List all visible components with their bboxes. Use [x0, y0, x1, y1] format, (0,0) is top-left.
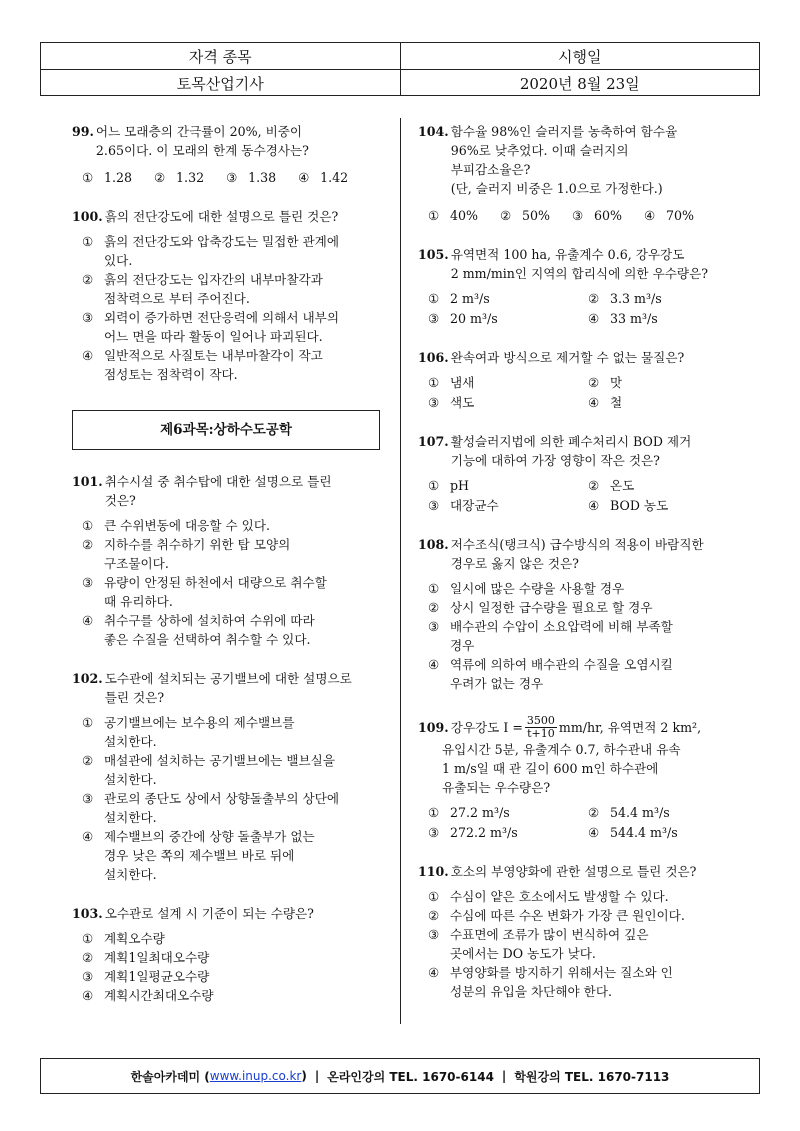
question-text: 활성슬러지법에 의한 폐수처리시 BOD 제거 기능에 대하여 가장 영향이 작은 것은? — [450, 434, 692, 468]
question-number: 99. — [72, 124, 94, 139]
option-2: ② 상시 일정한 급수량을 필요로 할 경우 — [428, 600, 653, 615]
option-1: ① 2 m³/s — [428, 291, 490, 306]
question-number: 108. — [418, 537, 449, 552]
question-108 — [418, 535, 748, 693]
option-4: ④ 제수밸브의 중간에 상향 돌출부가 없는 경우 낮은 쪽의 제수밸브 바로 뒤에 설치한다. — [82, 829, 315, 882]
question-number: 110. — [418, 864, 449, 879]
question-102 — [72, 669, 402, 884]
option-3: ③ 대장균수 — [428, 498, 499, 513]
option-1: ① pH — [428, 478, 470, 493]
option-4: ④ 부영양화를 방지하기 위해서는 질소와 인 성분의 유입을 차단해야 한다. — [428, 965, 673, 999]
rainfall-formula-fraction — [525, 715, 557, 740]
option-4: ④ 철 — [588, 395, 623, 410]
option-2: ② 맛 — [588, 375, 623, 390]
option-2: ② 흙의 전단강도는 입자간의 내부마찰각과 점착력으로 부터 주어진다. — [82, 272, 323, 306]
academy-paren: ) — [301, 1069, 307, 1083]
option-4: ④ 544.4 m³/s — [588, 825, 678, 840]
option-1: ① 냄새 — [428, 375, 475, 390]
option-1: ① 일시에 많은 수량을 사용할 경우 — [428, 581, 625, 596]
academy-website-link[interactable]: www.inup.co.kr — [209, 1069, 302, 1083]
question-text: 도수관에 설치되는 공기밸브에 대한 설명으로 틀린 것은? — [104, 671, 352, 705]
option-1: ① 1.28 — [82, 170, 133, 185]
question-number: 100. — [72, 209, 103, 224]
footer-separator: | — [501, 1069, 507, 1083]
option-3: ③ 1.38 — [226, 170, 277, 185]
option-1: ① 계획오수량 — [82, 931, 165, 946]
question-text-lead: 강우강도 I = — [450, 720, 523, 735]
question-105 — [418, 245, 748, 328]
right-column — [418, 122, 748, 1015]
question-number: 103. — [72, 906, 103, 921]
exam-header-table — [40, 42, 760, 96]
option-2: ② 계획1일최대오수량 — [82, 950, 210, 965]
option-1: ① 공기밸브에는 보수용의 제수밸브를 설치한다. — [82, 715, 295, 749]
option-3: ③ 외력이 증가하면 전단응력에 의해서 내부의 어느 면을 따라 활동이 일어나 파괴된다. — [82, 310, 339, 344]
option-3: ③ 계획1일평균오수량 — [82, 969, 210, 984]
exam-date-label: 시행일 — [400, 43, 760, 69]
option-3: ③ 272.2 m³/s — [428, 825, 518, 840]
question-text: 취수시설 중 취수탑에 대한 설명으로 틀린 것은? — [104, 474, 332, 508]
question-text: 오수관로 설계 시 기준이 되는 수량은? — [104, 906, 314, 921]
option-1: ① 40% — [428, 208, 478, 223]
option-2: ② 온도 — [588, 478, 635, 493]
option-1: ① 27.2 m³/s — [428, 805, 510, 820]
option-2: ② 수심에 따른 수온 변화가 가장 큰 원인이다. — [428, 908, 685, 923]
option-2: ② 3.3 m³/s — [588, 291, 662, 306]
option-3: ③ 색도 — [428, 395, 475, 410]
option-3: ③ 유량이 안정된 하천에서 대량으로 취수할 때 유리하다. — [82, 575, 327, 609]
question-110 — [418, 862, 748, 1001]
option-4: ④ 일반적으로 사질토는 내부마찰각이 작고 점성토는 점착력이 작다. — [82, 348, 323, 382]
question-number: 106. — [418, 350, 449, 365]
question-number: 102. — [72, 671, 103, 686]
option-2: ② 매설관에 설치하는 공기밸브에는 밸브실을 설치한다. — [82, 753, 335, 787]
question-number: 101. — [72, 474, 103, 489]
fraction-numerator: 3500 — [526, 714, 555, 727]
subject-title-box: 제6과목:상하수도공학 — [72, 410, 380, 450]
exam-category-value: 토목산업기사 — [176, 74, 264, 93]
exam-category-label: 자격 종목 — [188, 47, 252, 66]
question-number: 104. — [418, 124, 449, 139]
question-109 — [418, 715, 748, 842]
option-2: ② 지하수를 취수하기 위한 탑 모양의 구조물이다. — [82, 537, 291, 571]
option-2: ② 50% — [500, 208, 550, 223]
question-text: 흙의 전단강도에 대한 설명으로 틀린 것은? — [104, 209, 339, 224]
question-number: 105. — [418, 247, 449, 262]
option-2: ② 1.32 — [154, 170, 205, 185]
question-106 — [418, 348, 748, 412]
question-number: 109. — [418, 720, 449, 735]
question-text-tail: mm/hr, 유역면적 2 km², — [558, 720, 702, 735]
option-3: ③ 관로의 종단도 상에서 상향돌출부의 상단에 설치한다. — [82, 791, 339, 825]
question-107 — [418, 432, 748, 515]
option-2: ② 54.4 m³/s — [588, 805, 670, 820]
academy-name: 한솔아카데미 ( — [130, 1069, 210, 1084]
online-phone: 온라인강의 TEL. 1670-6144 — [327, 1069, 494, 1084]
footer-separator: | — [314, 1069, 320, 1083]
question-104 — [418, 122, 748, 225]
offline-phone: 학원강의 TEL. 1670-7113 — [514, 1069, 670, 1084]
option-4: ④ 취수구를 상하에 설치하여 수위에 따라 좋은 수질을 선택하여 취수할 수 있다. — [82, 613, 315, 647]
option-1: ① 흙의 전단강도와 압축강도는 밀접한 관계에 있다. — [82, 234, 339, 268]
option-3: ③ 배수관의 수압이 소요압력에 비해 부족할 경우 — [428, 619, 673, 653]
page-footer — [40, 1058, 760, 1094]
question-text: 완속여과 방식으로 제거할 수 없는 물질은? — [450, 350, 685, 365]
option-3: ③ 60% — [572, 208, 622, 223]
option-3: ③ 수표면에 조류가 많이 번식하여 깊은 곳에서는 DO 농도가 낮다. — [428, 927, 649, 961]
left-column — [72, 122, 402, 1019]
option-4: ④ 1.42 — [298, 170, 349, 185]
question-100 — [72, 207, 402, 384]
question-text: 저수조식(탱크식) 급수방식의 적용이 바람직한 경우로 옳지 않은 것은? — [450, 537, 704, 571]
option-4: ④ 70% — [644, 208, 694, 223]
question-99 — [72, 122, 402, 187]
option-4: ④ 역류에 의하여 배수관의 수질을 오염시킬 우려가 없는 경우 — [428, 657, 673, 691]
question-101 — [72, 472, 402, 649]
option-3: ③ 20 m³/s — [428, 311, 498, 326]
option-4: ④ BOD 농도 — [588, 498, 669, 513]
option-1: ① 수심이 얕은 호소에서도 발생할 수 있다. — [428, 889, 669, 904]
exam-date-value: 2020년 8월 23일 — [400, 70, 760, 96]
question-103 — [72, 904, 402, 1005]
question-number: 107. — [418, 434, 449, 449]
question-text: 함수율 98%인 슬러지를 농축하여 함수율 96%로 낮추었다. 이때 슬러지의 부피감소율은? (단, 슬러지 비중은 1.0으로 가정한다.) — [450, 124, 678, 196]
option-1: ① 큰 수위변동에 대응할 수 있다. — [82, 518, 271, 533]
option-4: ④ 33 m³/s — [588, 311, 658, 326]
question-text: 어느 모래층의 간극률이 20%, 비중이 2.65이다. 이 모래의 한계 동수경사는? — [95, 124, 309, 158]
question-text: 호소의 부영양화에 관한 설명으로 틀린 것은? — [450, 864, 697, 879]
option-4: ④ 계획시간최대오수량 — [82, 988, 214, 1003]
question-text: 유역면적 100 ha, 유출계수 0.6, 강우강도 2 mm/min인 지역의 합리식에 의한 우수량은? — [450, 247, 708, 281]
question-text: 유입시간 5분, 유출계수 0.7, 하수관내 유속 1 m/s일 때 관 길이 600 m인 하수관에 유출되는 우수량은? — [442, 742, 681, 795]
fraction-denominator: t+10 — [527, 727, 555, 740]
